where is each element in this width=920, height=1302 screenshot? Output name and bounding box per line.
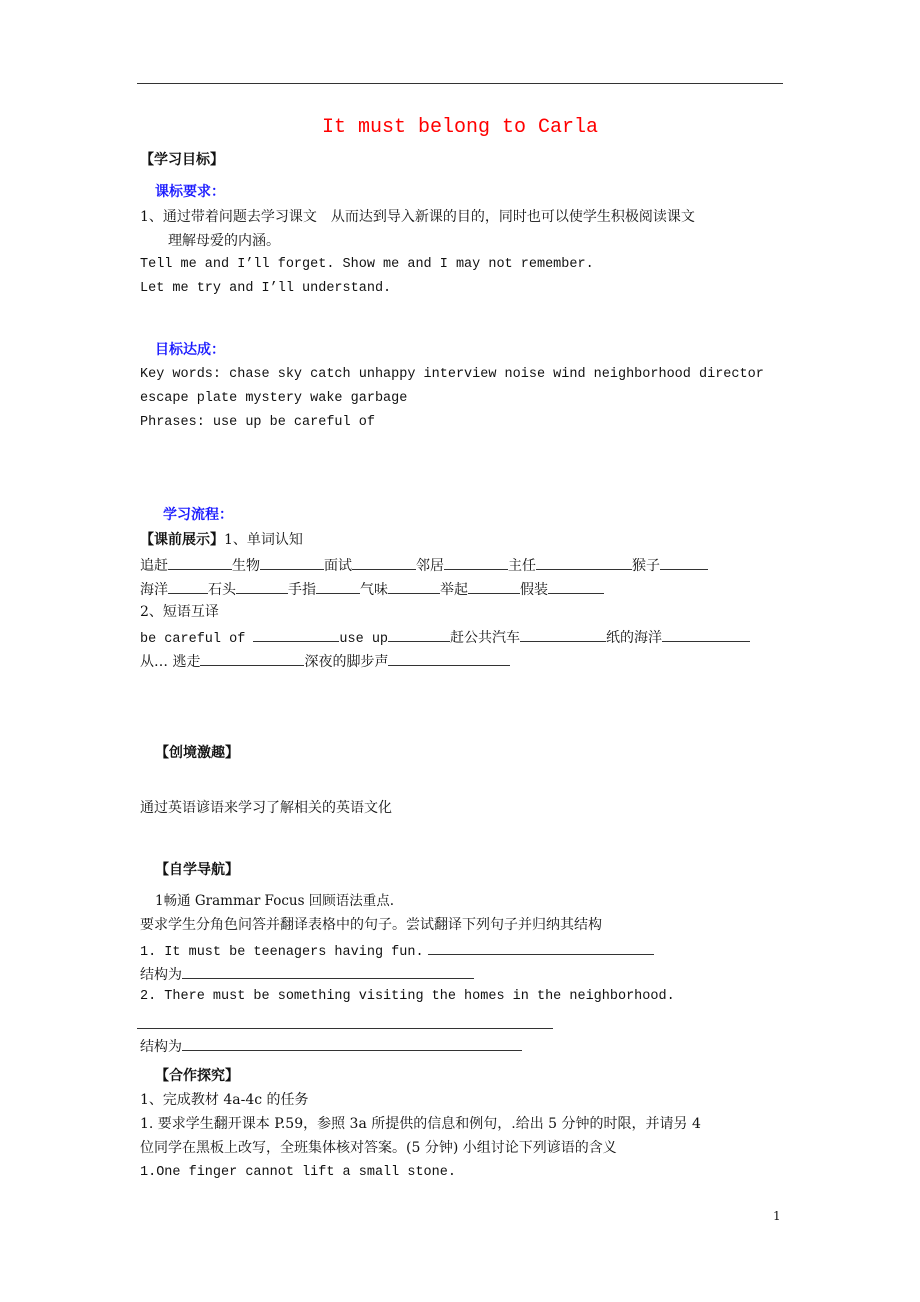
phrase-label: be careful of bbox=[140, 632, 254, 647]
answer-blank[interactable] bbox=[260, 555, 324, 570]
sentence-text: 2. There must be something visiting the homes in the neighborhood. bbox=[140, 989, 675, 1004]
answer-blank[interactable] bbox=[182, 964, 474, 979]
answer-blank[interactable] bbox=[520, 627, 606, 642]
word-label: 海洋 bbox=[140, 582, 168, 598]
answer-blank[interactable] bbox=[168, 579, 208, 594]
word-label: 手指 bbox=[288, 582, 316, 598]
requirement-line-cont: 理解母爱的内涵。 bbox=[168, 233, 280, 249]
structure-row bbox=[140, 1036, 522, 1056]
word-label: 石头 bbox=[208, 582, 236, 598]
quote-line: Tell me and I’ll forget. Show me and I may not remember. bbox=[140, 257, 594, 272]
answer-blank[interactable] bbox=[388, 579, 440, 594]
word-label: 生物 bbox=[232, 558, 260, 574]
interest-text: 通过英语谚语来学习了解相关的英语文化 bbox=[140, 800, 392, 816]
coop-line: 位同学在黑板上改写，全班集体核对答案。(5 分钟) 小组讨论下列谚语的含义 bbox=[140, 1140, 617, 1156]
quote-line: Let me try and I’ll understand. bbox=[140, 281, 392, 296]
subheading-process: 学习流程： bbox=[163, 507, 233, 523]
keywords-line: Key words: chase sky catch unhappy interview noise wind neighborhood director bbox=[140, 367, 764, 382]
phrase-row bbox=[140, 651, 510, 671]
answer-blank[interactable] bbox=[316, 579, 360, 594]
coop-line: 1. 要求学生翻开课本 P.59，参照 3a 所提供的信息和例句，.给出 5 分钟的时限，并请另 4 bbox=[140, 1116, 701, 1132]
structure-label: 结构为 bbox=[140, 1039, 182, 1055]
subheading-curriculum: 课标要求： bbox=[155, 184, 225, 200]
page-title: It must belong to Carla bbox=[321, 116, 599, 139]
answer-blank[interactable] bbox=[548, 579, 604, 594]
phrase-label: 纸的海洋 bbox=[606, 630, 663, 646]
selfstudy-line: 1畅通 Grammar Focus 回顾语法重点. bbox=[155, 893, 395, 909]
answer-blank[interactable] bbox=[468, 579, 520, 594]
word-label: 主任 bbox=[508, 558, 536, 574]
phrase-task: 2、短语互译 bbox=[140, 604, 219, 620]
sentence-text: 1. It must be teenagers having fun. bbox=[140, 945, 424, 960]
selfstudy-line: 要求学生分角色问答并翻译表格中的句子。尝试翻译下列句子并归纳其结构 bbox=[140, 917, 602, 933]
phrase-label: 从… 逃走 bbox=[140, 654, 201, 670]
phrase-label: 深夜的脚步声 bbox=[304, 654, 389, 670]
word-label: 邻居 bbox=[416, 558, 444, 574]
word-row bbox=[140, 579, 604, 599]
subheading-goal-achieve: 目标达成： bbox=[155, 342, 225, 358]
section-heading-preclass: 【课前展示】 bbox=[140, 532, 224, 548]
answer-blank[interactable] bbox=[536, 555, 632, 570]
word-label: 气味 bbox=[360, 582, 388, 598]
structure-label: 结构为 bbox=[140, 967, 182, 983]
preclass-line bbox=[140, 531, 303, 549]
answer-blank[interactable] bbox=[168, 555, 232, 570]
phrase-row bbox=[140, 627, 750, 649]
answer-blank[interactable] bbox=[662, 627, 750, 642]
answer-blank[interactable] bbox=[388, 651, 510, 666]
answer-line[interactable] bbox=[137, 1028, 553, 1029]
answer-blank[interactable] bbox=[236, 579, 288, 594]
answer-blank[interactable] bbox=[660, 555, 708, 570]
answer-blank[interactable] bbox=[352, 555, 416, 570]
task-label: 1、单词认知 bbox=[224, 532, 303, 548]
header-rule bbox=[137, 83, 783, 84]
answer-blank[interactable] bbox=[253, 627, 339, 642]
sentence-row bbox=[140, 940, 654, 962]
structure-row bbox=[140, 964, 474, 984]
section-heading-coop: 【合作探究】 bbox=[155, 1068, 239, 1084]
word-label: 举起 bbox=[440, 582, 468, 598]
phrase-label: 赶公共汽车 bbox=[450, 630, 521, 646]
answer-blank[interactable] bbox=[428, 940, 654, 955]
word-row bbox=[140, 555, 708, 575]
word-label: 面试 bbox=[324, 558, 352, 574]
section-heading-goals: 【学习目标】 bbox=[140, 152, 224, 168]
section-heading-interest: 【创境激趣】 bbox=[155, 745, 239, 761]
answer-blank[interactable] bbox=[182, 1036, 522, 1051]
word-label: 猴子 bbox=[632, 558, 660, 574]
phrase-label: use up bbox=[339, 632, 389, 647]
answer-blank[interactable] bbox=[200, 651, 304, 666]
word-label: 假装 bbox=[520, 582, 548, 598]
answer-blank[interactable] bbox=[388, 627, 450, 642]
keywords-line: escape plate mystery wake garbage bbox=[140, 391, 408, 406]
coop-line: 1、完成教材 4a-4c 的任务 bbox=[140, 1092, 309, 1108]
proverb-line: 1.One finger cannot lift a small stone. bbox=[140, 1165, 456, 1180]
requirement-line: 1、通过带着问题去学习课文 从而达到导入新课的目的，同时也可以使学生积极阅读课文 bbox=[140, 209, 695, 225]
answer-blank[interactable] bbox=[444, 555, 508, 570]
page-number: 1 bbox=[773, 1209, 781, 1223]
phrases-line: Phrases: use up be careful of bbox=[140, 415, 375, 430]
word-label: 追赶 bbox=[140, 558, 168, 574]
section-heading-selfstudy: 【自学导航】 bbox=[155, 862, 239, 878]
